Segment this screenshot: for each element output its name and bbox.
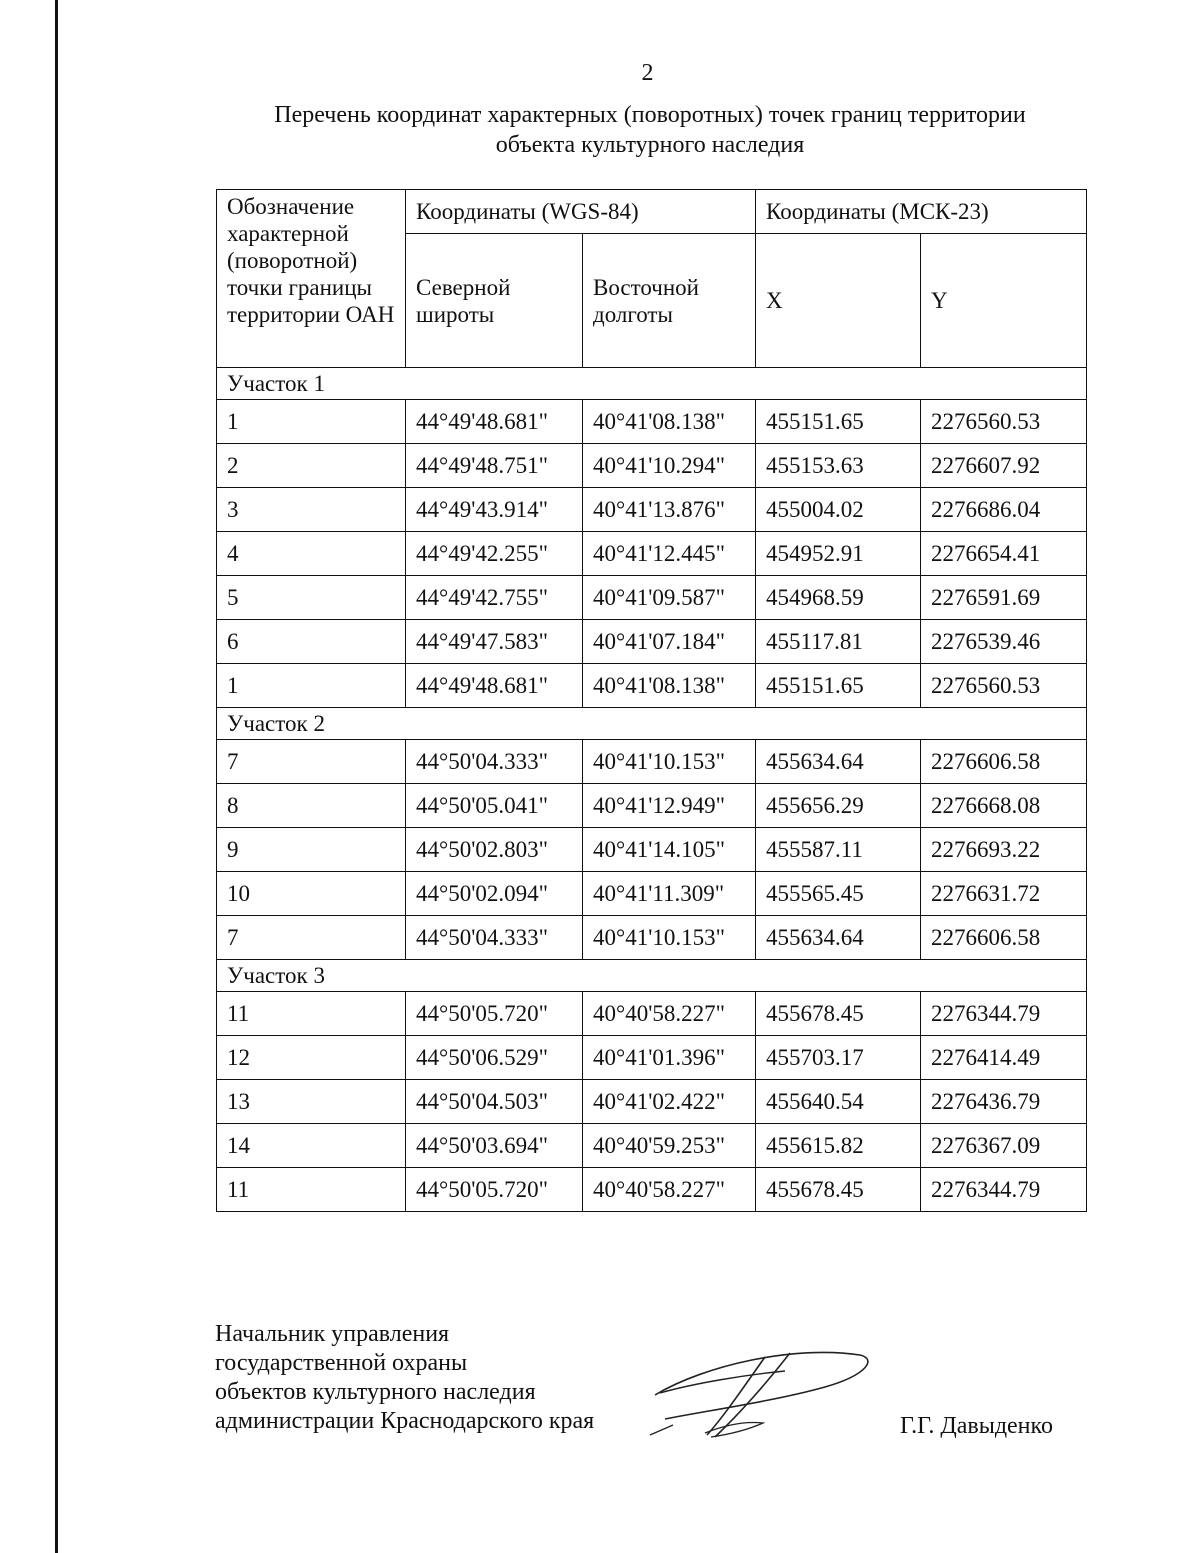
latitude-cell: 44°50'05.720" [406,1168,583,1212]
latitude-cell: 44°50'04.333" [406,740,583,784]
section-row [217,708,1087,740]
table-row [217,992,1087,1036]
longitude-cell: 40°41'13.876" [583,488,756,532]
table-row [217,664,1087,708]
header-latitude: Северной широты [406,234,583,368]
y-coordinate-cell: 2276539.46 [921,620,1087,664]
longitude-cell: 40°41'02.422" [583,1080,756,1124]
y-coordinate-cell: 2276606.58 [921,740,1087,784]
latitude-cell: 44°50'02.094" [406,872,583,916]
latitude-cell: 44°49'48.751" [406,444,583,488]
latitude-cell: 44°50'03.694" [406,1124,583,1168]
header-msk-group: Координаты (МСК-23) [756,190,1087,234]
point-number-cell: 9 [217,828,406,872]
position-line: государственной охраны [215,1350,468,1376]
header-longitude: Восточной долготы [583,234,756,368]
table-row [217,488,1087,532]
longitude-cell: 40°41'11.309" [583,872,756,916]
longitude-cell: 40°41'09.587" [583,576,756,620]
latitude-cell: 44°49'48.681" [406,400,583,444]
table-row [217,916,1087,960]
table-row [217,740,1087,784]
y-coordinate-cell: 2276631.72 [921,872,1087,916]
x-coordinate-cell: 455565.45 [756,872,921,916]
latitude-cell: 44°49'43.914" [406,488,583,532]
y-coordinate-cell: 2276591.69 [921,576,1087,620]
section-row [217,368,1087,400]
section-label: Участок 2 [217,708,1087,740]
latitude-cell: 44°49'47.583" [406,620,583,664]
x-coordinate-cell: 455587.11 [756,828,921,872]
x-coordinate-cell: 455656.29 [756,784,921,828]
table-row [217,1124,1087,1168]
y-coordinate-cell: 2276607.92 [921,444,1087,488]
point-number-cell: 2 [217,444,406,488]
longitude-cell: 40°40'58.227" [583,992,756,1036]
y-coordinate-cell: 2276606.58 [921,916,1087,960]
table-row [217,400,1087,444]
table-row [217,620,1087,664]
x-coordinate-cell: 455151.65 [756,664,921,708]
table-row [217,872,1087,916]
longitude-cell: 40°41'10.153" [583,916,756,960]
x-coordinate-cell: 455153.63 [756,444,921,488]
x-coordinate-cell: 455004.02 [756,488,921,532]
y-coordinate-cell: 2276414.49 [921,1036,1087,1080]
x-coordinate-cell: 455678.45 [756,1168,921,1212]
latitude-cell: 44°49'42.255" [406,532,583,576]
coordinates-table [216,189,1087,1212]
header-wgs-group: Координаты (WGS-84) [406,190,756,234]
signature-block [215,1320,594,1436]
document-title [230,100,1070,160]
longitude-cell: 40°41'10.153" [583,740,756,784]
latitude-cell: 44°49'42.755" [406,576,583,620]
longitude-cell: 40°40'58.227" [583,1168,756,1212]
y-coordinate-cell: 2276668.08 [921,784,1087,828]
longitude-cell: 40°41'12.445" [583,532,756,576]
y-coordinate-cell: 2276436.79 [921,1080,1087,1124]
position-line: администрации Краснодарского края [215,1408,595,1434]
table-header-row [217,190,1087,234]
page-number: 2 [641,60,654,86]
latitude-cell: 44°50'04.503" [406,1080,583,1124]
point-number-cell: 7 [217,916,406,960]
latitude-cell: 44°50'06.529" [406,1036,583,1080]
longitude-cell: 40°41'08.138" [583,400,756,444]
y-coordinate-cell: 2276344.79 [921,992,1087,1036]
y-coordinate-cell: 2276686.04 [921,488,1087,532]
handwritten-signature [645,1335,875,1445]
header-point-code: Обозначение характерной (поворотной) точки границы территории ОАН [217,190,406,368]
longitude-cell: 40°41'10.294" [583,444,756,488]
x-coordinate-cell: 455634.64 [756,916,921,960]
position-line: Начальник управления [215,1321,450,1347]
x-coordinate-cell: 455151.65 [756,400,921,444]
latitude-cell: 44°50'05.041" [406,784,583,828]
latitude-cell: 44°50'05.720" [406,992,583,1036]
longitude-cell: 40°40'59.253" [583,1124,756,1168]
point-number-cell: 13 [217,1080,406,1124]
x-coordinate-cell: 454968.59 [756,576,921,620]
point-number-cell: 11 [217,992,406,1036]
x-coordinate-cell: 454952.91 [756,532,921,576]
point-number-cell: 1 [217,664,406,708]
point-number-cell: 3 [217,488,406,532]
table-row [217,1036,1087,1080]
point-number-cell: 8 [217,784,406,828]
table-row [217,444,1087,488]
x-coordinate-cell: 455634.64 [756,740,921,784]
table-row [217,1080,1087,1124]
latitude-cell: 44°50'02.803" [406,828,583,872]
x-coordinate-cell: 455640.54 [756,1080,921,1124]
section-label: Участок 1 [217,368,1087,400]
point-number-cell: 1 [217,400,406,444]
point-number-cell: 5 [217,576,406,620]
section-row [217,960,1087,992]
point-number-cell: 4 [217,532,406,576]
y-coordinate-cell: 2276560.53 [921,400,1087,444]
longitude-cell: 40°41'07.184" [583,620,756,664]
y-coordinate-cell: 2276560.53 [921,664,1087,708]
title-line: Перечень координат характерных (поворотных) точек границ территории [274,102,1026,128]
x-coordinate-cell: 455117.81 [756,620,921,664]
longitude-cell: 40°41'01.396" [583,1036,756,1080]
point-number-cell: 14 [217,1124,406,1168]
x-coordinate-cell: 455615.82 [756,1124,921,1168]
signer-name: Г.Г. Давыденко [900,1413,1053,1439]
position-line: объектов культурного наследия [215,1379,536,1405]
y-coordinate-cell: 2276654.41 [921,532,1087,576]
point-number-cell: 7 [217,740,406,784]
x-coordinate-cell: 455678.45 [756,992,921,1036]
y-coordinate-cell: 2276693.22 [921,828,1087,872]
latitude-cell: 44°50'04.333" [406,916,583,960]
longitude-cell: 40°41'12.949" [583,784,756,828]
y-coordinate-cell: 2276367.09 [921,1124,1087,1168]
point-number-cell: 10 [217,872,406,916]
table-row [217,784,1087,828]
longitude-cell: 40°41'08.138" [583,664,756,708]
table-row [217,828,1087,872]
title-line: объекта культурного наследия [495,132,805,158]
table-row [217,1168,1087,1212]
y-coordinate-cell: 2276344.79 [921,1168,1087,1212]
latitude-cell: 44°49'48.681" [406,664,583,708]
x-coordinate-cell: 455703.17 [756,1036,921,1080]
table-row [217,532,1087,576]
point-number-cell: 11 [217,1168,406,1212]
header-y: Y [921,234,1087,368]
point-number-cell: 12 [217,1036,406,1080]
section-label: Участок 3 [217,960,1087,992]
longitude-cell: 40°41'14.105" [583,828,756,872]
page-edge-rule [55,0,58,1553]
table-row [217,576,1087,620]
point-number-cell: 6 [217,620,406,664]
header-x: X [756,234,921,368]
